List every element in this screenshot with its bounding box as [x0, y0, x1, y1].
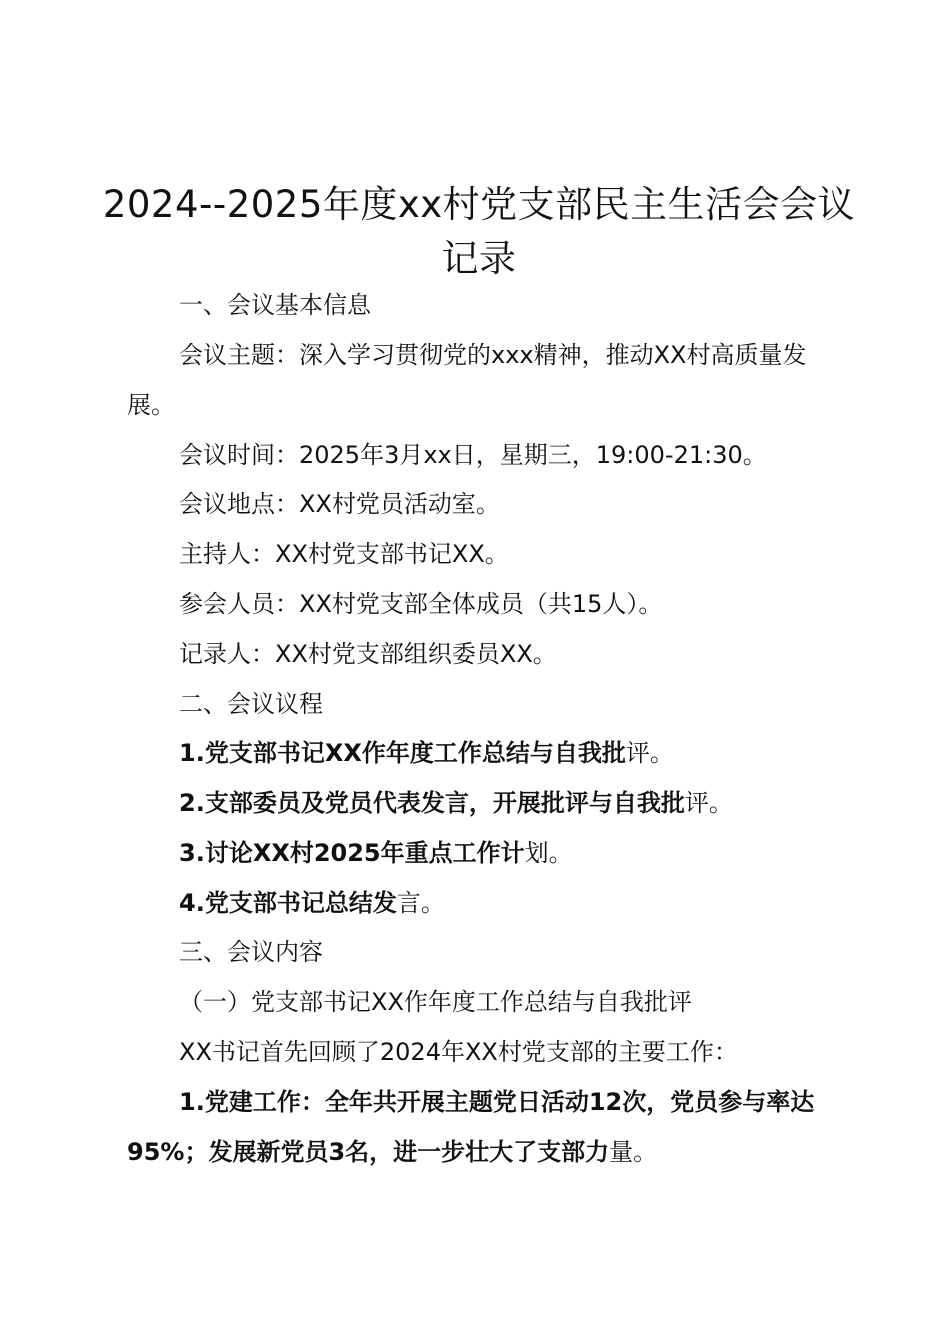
meeting-location: 会议地点：XX村党员活动室。 — [179, 490, 500, 518]
subsection-heading: （一）党支部书记XX作年度工作总结与自我批评 — [179, 988, 692, 1016]
agenda-item — [127, 878, 837, 928]
agenda-item — [127, 828, 837, 878]
agenda-item-text: 4.党支部书记总结发 — [179, 889, 397, 917]
section-heading-basic-info: 一、会议基本信息 — [179, 291, 371, 319]
content-point-text: 1.党建工作：全年共开展主题党日活动12次，党员参与率达95%；发展新党员3名，进一步壮大了支部力 — [127, 1088, 815, 1166]
meeting-theme: 会议主题：深入学习贯彻党的xxx精神，推动XX村高质量发展。 — [127, 341, 807, 419]
agenda-item-tail: 划。 — [524, 839, 573, 867]
content-intro: XX书记首先回顾了2024年XX村党支部的主要工作： — [179, 1038, 738, 1066]
agenda-item-text: 3.讨论XX村2025年重点工作计 — [179, 839, 525, 867]
content-point-tail: 量。 — [609, 1138, 658, 1166]
content-point — [127, 1077, 837, 1177]
agenda-item-tail: 评。 — [684, 789, 733, 817]
agenda-item — [127, 728, 837, 778]
agenda-item — [127, 778, 837, 828]
meeting-recorder: 记录人：XX村党支部组织委员XX。 — [179, 640, 557, 668]
section-heading-content: 三、会议内容 — [179, 938, 323, 966]
section-heading-agenda: 二、会议议程 — [179, 690, 323, 718]
document-title: 2024--2025年度xx村党支部民主生活会会议记录 — [102, 183, 856, 280]
agenda-item-text: 1.党支部书记XX作年度工作总结与自我批 — [179, 739, 626, 767]
meeting-host: 主持人：XX村党支部书记XX。 — [179, 540, 509, 568]
meeting-time: 会议时间：2025年3月xx日，星期三，19:00-21:30。 — [179, 441, 767, 469]
meeting-attendees: 参会人员：XX村党支部全体成员（共15人）。 — [179, 590, 663, 618]
agenda-item-text: 2.支部委员及党员代表发言，开展批评与自我批 — [179, 789, 685, 817]
agenda-item-tail: 评。 — [625, 739, 674, 767]
agenda-item-tail: 言。 — [396, 889, 445, 917]
